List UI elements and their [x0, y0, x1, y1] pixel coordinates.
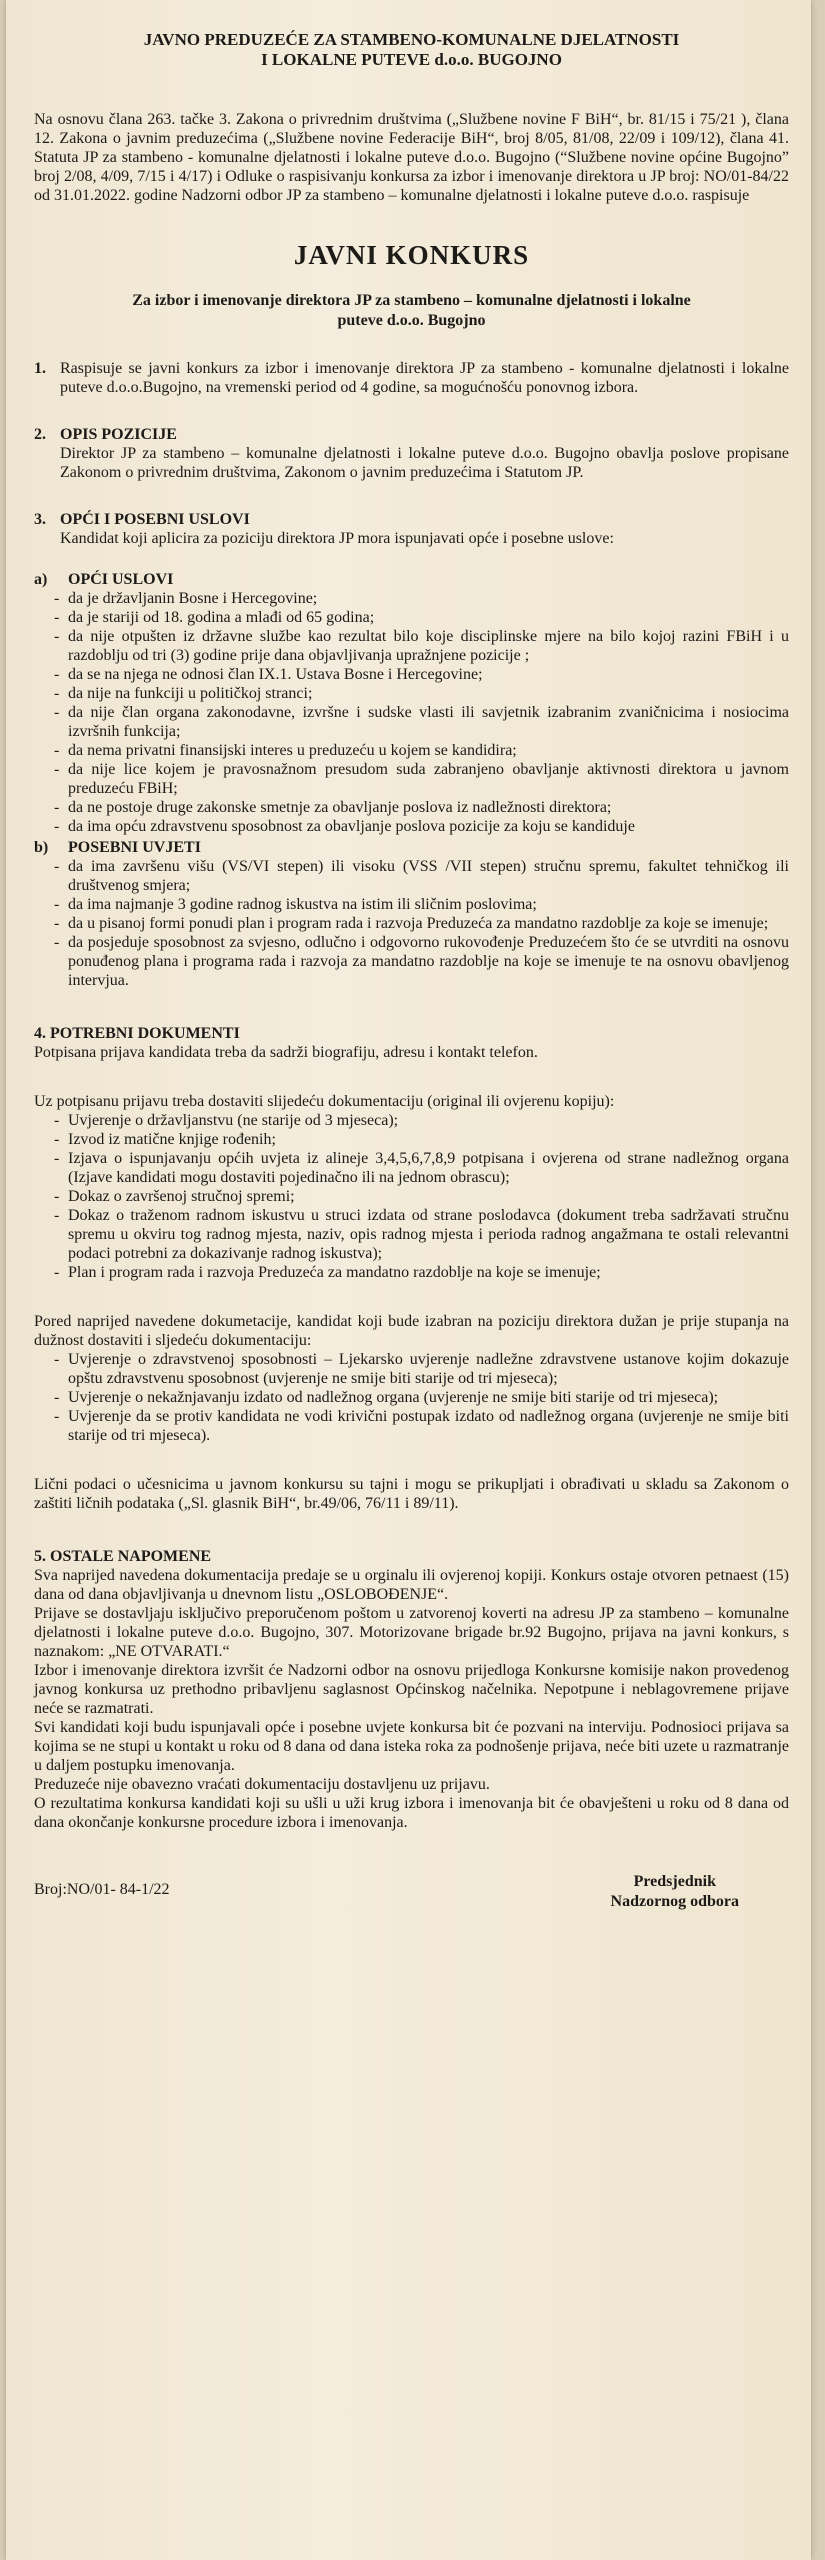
section-3-text: Kandidat koji aplicira za poziciju direktora JP mora ispunjavati opće i posebne uslove: — [60, 530, 614, 547]
header-line-2: I LOKALNE PUTEVE d.o.o. BUGOJNO — [261, 50, 562, 69]
section-2-heading: OPIS POZICIJE — [60, 426, 177, 443]
special-conditions-list — [34, 857, 789, 990]
additional-intro: Pored naprijed navedene dokumetacije, kandidat koji bude izabran na poziciju direktora dužan je prije stupanja na dužnost dostaviti i sljedeću dokumentaciju: — [34, 1313, 789, 1349]
list-item: - Izjava o ispunjavanju općih uvjeta iz alineje 3,4,5,6,7,8,9 potpisana i ovjerena od strane nadležnog organa (Izjave kandidati mogu dostaviti pojedinačno ili na jednom obrascu); — [34, 1149, 789, 1187]
section-4-text: Potpisana prijava kandidata treba da sadrži biografiju, adresu i kontakt telefon. — [34, 1044, 538, 1061]
list-item: - da ima najmanje 3 godine radnog iskustva na istim ili sličnim poslovima; — [34, 895, 789, 914]
signatory — [611, 1872, 739, 1912]
reference-number: Broj:NO/01- 84-1/22 — [34, 1881, 170, 1898]
list-item: - Uvjerenje o nekažnjavanju izdato od nadležnog organa (uvjerenje ne smije biti starije od tri mjeseca); — [34, 1388, 789, 1407]
required-documents — [34, 1092, 789, 1282]
list-item: - da nema privatni finansijski interes u preduzeću u kojem se kandidira; — [34, 741, 789, 760]
section-3-heading: OPĆI I POSEBNI USLOVI — [60, 511, 250, 528]
list-item: - da je državljanin Bosne i Hercegovine; — [34, 589, 789, 608]
signatory-title: Predsjednik — [633, 1873, 716, 1890]
subsection-b-heading: POSEBNI UVJETI — [68, 839, 201, 856]
list-item: - da se na njega ne odnosi član IX.1. Ustava Bosne i Hercegovine; — [34, 665, 789, 684]
document-title: JAVNI KONKURS — [293, 240, 530, 270]
signature-area — [34, 1872, 789, 1912]
list-item: - da ne postoje druge zakonske smetnje za obavljanje poslova iz nadležnosti direktora; — [34, 798, 789, 817]
list-item: - da u pisanoj formi ponudi plan i program rada i razvoja Preduzeća za mandatno razdoblje za koje se imenuje; — [34, 914, 789, 933]
additional-documents — [34, 1312, 789, 1445]
section-2-text: Direktor JP za stambeno – komunalne djelatnosti i lokalne puteve d.o.o. Bugojno obavlja poslove propisane Zakonom o privrednim društvima, Zakonom o javnim preduzećima i Statutom JP. — [60, 445, 789, 481]
additional-documents-list — [34, 1350, 789, 1445]
list-item: - da ima završenu višu (VS/VI stepen) ili visoku (VSS /VII stepen) stručnu spremu, fakultet tehničkog ili društvenog smjera; — [34, 857, 789, 895]
list-item: - da je stariji od 18. godina a mlađi od 65 godina; — [34, 608, 789, 627]
subsection-b-header — [34, 838, 789, 857]
document-body — [34, 30, 789, 1912]
list-item: - Uvjerenje da se protiv kandidata ne vodi krivični postupak izdato od nadležnog organa (uvjerenje ne smije biti starije od tri mjeseca). — [34, 1407, 789, 1445]
section-5-heading: 5. OSTALE NAPOMENE — [34, 1548, 212, 1565]
section-3 — [34, 510, 789, 548]
list-item: - da posjeduje sposobnost za svjesno, odlučno i odgovorno rukovođenje Preduzećem što će se utvrditi na osnovu ponuđenog plana i programa rada i razvoja za mandatno razdoblje na koje se imenuje te na osnovu obavljenog intervjua. — [34, 933, 789, 990]
subsection-a-letter: a) — [34, 571, 48, 588]
note-line: O rezultatima konkursa kandidati koji su ušli u uži krug izbora i imenovanja bit će obavješteni u roku od 8 dana od dana okončanje konkursne procedure izbora i imenovanja. — [34, 1795, 789, 1831]
section-4-heading: 4. POTREBNI DOKUMENTI — [34, 1025, 240, 1042]
section-5-body — [34, 1566, 789, 1832]
list-item: - da nije lice kojem je pravosnažnom presudom suda zabranjeno obavljanje aktivnosti direktora u javnom preduzeću FBiH; — [34, 760, 789, 798]
company-header — [34, 30, 789, 70]
signatory-body: Nadzornog odbora — [610, 1893, 739, 1910]
section-1-number: 1. — [34, 360, 46, 377]
section-1-text: Raspisuje se javni konkurs za izbor i imenovanje direktora JP za stambeno - komunalne djelatnosti i lokalne puteve d.o.o.Bugojno, na vremenski period od 4 godine, sa mogućnošću ponovnog izbora. — [60, 360, 789, 396]
list-item: - da nije na funkciji u političkoj stranci; — [34, 684, 789, 703]
list-item: - Dokaz o traženom radnom iskustvu u struci izdata od strane poslodavca (dokument treba sadržavati stručnu spremu u okviru tog radnog mjesta, naziv, opis radnog mjesta i perioda radnog angažmana te ostali relevantni podaci potrebni za dokazivanje radnog iskustva); — [34, 1206, 789, 1263]
section-3-number: 3. — [34, 511, 46, 528]
privacy-note: Lični podaci o učesnicima u javnom konkursu su tajni i mogu se prikupljati i obrađivati u skladu sa Zakonom o zaštiti ličnih podataka („Sl. glasnik BiH“, br.49/06, 76/11 i 89/11). — [34, 1476, 789, 1512]
note-line: Prijave se dostavljaju isključivo preporučenom poštom u zatvorenoj koverti na adresu JP za stambeno – komunalne djelatnosti i lokalne puteve d.o.o. Bugojno, 307. Motorizovane brigade br.92 Bugojno, prijava na javni konkurs, s naznakom: „NE OTVARATI.“ — [34, 1605, 789, 1660]
general-conditions-list — [34, 589, 789, 836]
section-2 — [34, 425, 789, 482]
header-line-1: JAVNO PREDUZEĆE ZA STAMBENO-KOMUNALNE DJELATNOSTI — [143, 30, 680, 49]
list-item: - Uvjerenje o zdravstvenoj sposobnosti – Ljekarsko uvjerenje nadležne zdravstvene ustanove kojim dokazuje opštu zdravstvenu sposobnost (uvjerenje ne smije biti starije od tri mjeseca); — [34, 1350, 789, 1388]
document-subtitle: Za izbor i imenovanje direktora JP za stambeno – komunalne djelatnosti i lokalne puteve d.o.o. Bugojno — [132, 292, 691, 329]
list-item: - da nije otpušten iz državne službe kao rezultat bilo koje disciplinske mjere na bilo kojoj razini FBiH i u razdoblju od tri (3) godine prije dana objavljivanja upražnjene pozicije ; — [34, 627, 789, 665]
section-1 — [34, 359, 789, 397]
documents-list — [34, 1111, 789, 1282]
list-item: - da ima opću zdravstvenu sposobnost za obavljanje poslova pozicije za koju se kandiduje — [34, 817, 789, 836]
list-item: - Uvjerenje o državljanstvu (ne starije od 3 mjeseca); — [34, 1111, 789, 1130]
list-item: - Plan i program rada i razvoja Preduzeća za mandatno razdoblje na koje se imenuje; — [34, 1263, 789, 1282]
list-item: - da nije član organa zakonodavne, izvršne i sudske vlasti ili savjetnik izabranim zvaničnicima i nosiocima izvršnih funkcija; — [34, 703, 789, 741]
note-line: Svi kandidati koji budu ispunjavali opće i posebne uvjete konkursa bit će pozvani na interviju. Podnosioci prijava sa kojima se ne stupi u kontakt u roku od 8 dana od dana isteka roka za podnošenje prijava, neće biti uzete u razmatranje u daljem postupku imenovanja. — [34, 1719, 789, 1774]
list-item: - Dokaz o završenoj stručnoj spremi; — [34, 1187, 789, 1206]
section-2-number: 2. — [34, 426, 46, 443]
note-line: Izbor i imenovanje direktora izvršit će Nadzorni odbor na osnovu prijedloga Konkursne komisije nakon provedenog javnog konkursa uz prethodno pribavljenu saglasnost Općinskog načelnika. Nepotpune i neblagovremene prijave neće se razmatrati. — [34, 1662, 789, 1717]
subsection-a-heading: OPĆI USLOVI — [68, 571, 174, 588]
subsection-b-letter: b) — [34, 839, 49, 856]
subsection-a-header — [34, 570, 789, 589]
newspaper-page — [6, 0, 811, 2560]
intro-paragraph: Na osnovu člana 263. tačke 3. Zakona o privrednim društvima („Službene novine F BiH“, br. 81/15 i 75/21 ), člana 12. Zakona o javnim preduzećima („Službene novine Federacije BiH“, broj 8/05, 81/08, 22/09 i 109/12), člana 41. Statuta JP za stambeno - komunalne djelatnosti i lokalne puteve d.o.o. Bugojno (“Službene novine općine Bugojno” broj 2/08, 4/09, 7/15 i 4/17) i Odluke o raspisivanju konkursa za izbor i imenovanje direktora u JP broj: NO/01-84/22 od 31.01.2022. godine Nadzorni odbor JP za stambeno – komunalne djelatnosti i lokalne puteve d.o.o. raspisuje — [34, 111, 789, 204]
list-item: - Izvod iz matične knjige rođenih; — [34, 1130, 789, 1149]
note-line: Sva naprijed navedena dokumentacija predaje se u orginalu ili ovjerenoj kopiji. Konkurs ostaje otvoren petnaest (15) dana od dana objavljivanja u dnevnom listu „OSLOBOĐENJE“. — [34, 1567, 789, 1603]
documents-intro: Uz potpisanu prijavu treba dostaviti slijedeću dokumentaciju (original ili ovjerenu kopiju): — [34, 1093, 615, 1110]
note-line: Preduzeće nije obavezno vraćati dokumentaciju dostavljenu uz prijavu. — [34, 1776, 490, 1793]
